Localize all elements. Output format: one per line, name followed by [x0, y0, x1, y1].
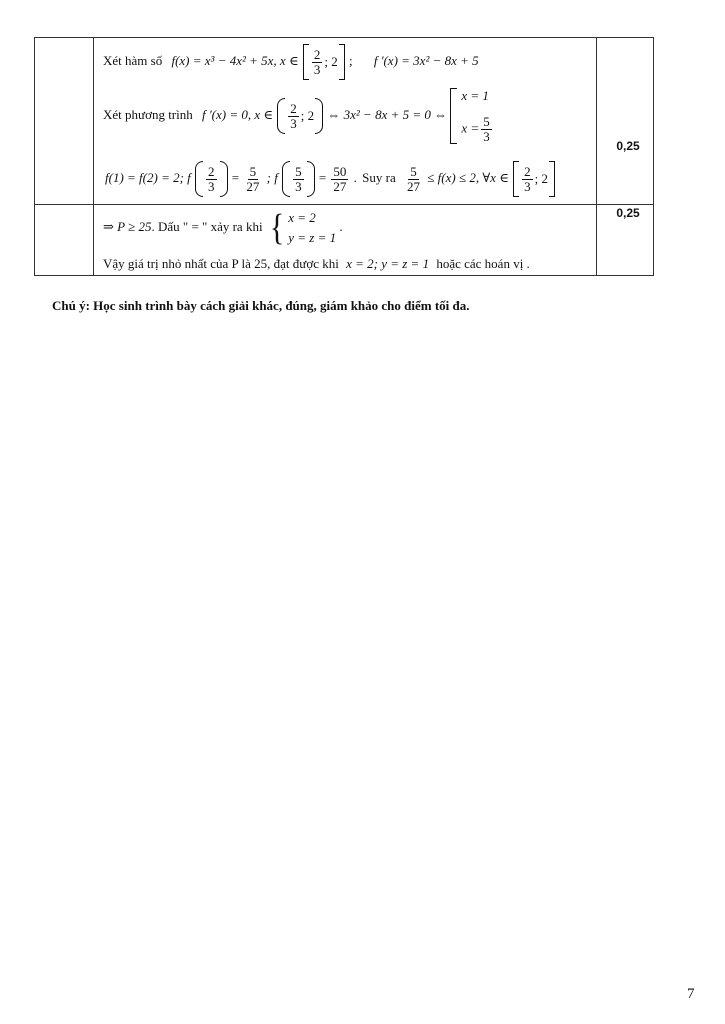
column-divider [596, 38, 597, 275]
function-formula: f(x) = x³ − 4x² + 5x, x ∈ [171, 52, 299, 68]
text-xet-ham-so: Xét hàm số [103, 52, 163, 68]
closed-interval: $\frac{2}{3}$ ; 2 [302, 44, 346, 80]
final-answer-line: Vậy giá trị nhỏ nhất của P là 25, đạt được khi x = 2; y = z = 1 hoặc các hoán vị . [103, 256, 530, 271]
page-number: 7 [687, 986, 695, 1002]
score-cell: 0,25 [616, 139, 640, 153]
column-divider [93, 38, 94, 275]
footnote: Chú ý: Học sinh trình bày cách giải khác, đúng, giám khảo cho điểm tối đa. [52, 298, 470, 313]
derivative-equation-line: Xét phương trình f '(x) = 0, x ∈ $\frac{2}{3}$ ; 2 ⇔ 3x² − 8x + 5 = 0 ⇔ x = 1 x = $\frac{5}{3}$ [103, 88, 494, 144]
score-cell: 0,25 [616, 206, 640, 220]
grading-table [34, 37, 654, 276]
open-interval: $\frac{2}{3}$ ; 2 [276, 98, 324, 134]
conclusion-equality-line: ⇒ P ≥ 25. Dấu " = " xảy ra khi { x = 2 y = z = 1 . [103, 206, 343, 248]
function-definition-line: Xét hàm số f(x) = x³ − 4x² + 5x, x ∈ $\frac{2}{3}$ ; 2 ; f '(x) = 3x² − 8x + 5 [103, 44, 479, 80]
equality-system: { x = 2 y = z = 1 [269, 206, 337, 248]
roots-bracket: x = 1 x = $\frac{5}{3}$ [450, 88, 493, 144]
row-divider [35, 204, 653, 205]
function-values-line: f(1) = f(2) = 2; f $\frac{2}{3}$ = $\frac{5}{27}$ ; f $\frac{5}{3}$ = $\frac{50}{27}$ . Suy ra $\frac{5}{27}$ ≤ f(x) ≤ 2, ∀x ∈ $\frac{2}{3}$ ; 2 [105, 161, 556, 197]
derivative-formula: f '(x) = 3x² − 8x + 5 [373, 52, 479, 68]
